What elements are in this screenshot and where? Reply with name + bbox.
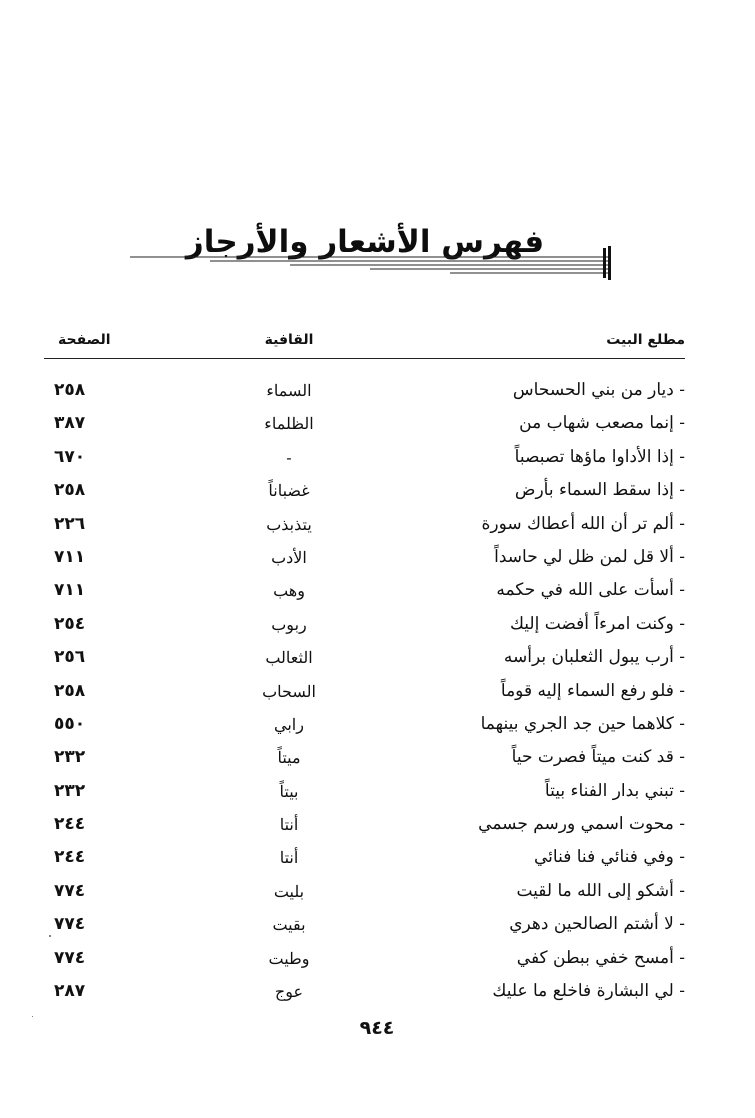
table-row bbox=[44, 908, 685, 941]
row-page: ٧١١ bbox=[54, 546, 86, 567]
row-rhyme: أنتا bbox=[279, 815, 299, 835]
row-page: ٢٢٦ bbox=[54, 513, 86, 534]
row-page: ٢٣٢ bbox=[54, 780, 86, 801]
row-page: ٢٤٤ bbox=[54, 847, 86, 868]
row-rhyme: غضباناً bbox=[268, 481, 310, 501]
index-table bbox=[44, 374, 685, 1008]
column-header-rhyme: القافية bbox=[264, 332, 314, 348]
table-row bbox=[44, 508, 685, 541]
table-row bbox=[44, 808, 685, 841]
row-page: ٢٥٨ bbox=[54, 380, 86, 400]
row-page: ٦٧٠ bbox=[54, 446, 86, 467]
row-page: ٧١١ bbox=[54, 580, 86, 601]
row-page: ٢٥٨ bbox=[54, 680, 86, 701]
row-rhyme: أنتا bbox=[279, 848, 299, 868]
header-divider bbox=[44, 358, 685, 359]
row-rhyme: السحاب bbox=[262, 681, 316, 701]
row-verse: - أرب يبول الثعلبان برأسه bbox=[503, 647, 685, 668]
table-row bbox=[44, 775, 685, 808]
column-header-verse: مطلع البيت bbox=[606, 332, 685, 348]
row-verse: - أشكو إلى الله ما لقيت bbox=[516, 880, 685, 901]
row-rhyme: رابي bbox=[274, 714, 304, 734]
table-header bbox=[44, 326, 685, 356]
table-row bbox=[44, 574, 685, 607]
row-rhyme: الأدب bbox=[271, 547, 307, 567]
row-page: ٢٣٢ bbox=[54, 747, 86, 768]
row-page: ٧٧٤ bbox=[54, 914, 86, 935]
table-row bbox=[44, 875, 685, 908]
row-verse: - ديار من بني الحسحاس bbox=[512, 380, 685, 400]
row-page: ٢٥٨ bbox=[54, 480, 86, 501]
table-row bbox=[44, 975, 685, 1008]
row-verse: - لا أشتم الصالحين دهري bbox=[509, 914, 685, 935]
row-page: ٢٤٤ bbox=[54, 814, 86, 835]
row-verse: - إذا الأداوا ماؤها تصبصباً bbox=[514, 446, 685, 467]
column-header-page: الصفحة bbox=[58, 332, 111, 348]
table-row bbox=[44, 441, 685, 474]
row-verse: - فلو رفع السماء إليه قوماً bbox=[500, 680, 685, 701]
row-rhyme: الثعالب bbox=[265, 648, 313, 668]
row-page: ٢٨٧ bbox=[54, 981, 86, 1002]
row-rhyme: الظلماء bbox=[264, 414, 314, 434]
page-number: ٩٤٤ bbox=[359, 1017, 395, 1039]
row-page: ٥٥٠ bbox=[54, 713, 86, 734]
row-rhyme: بيتاً bbox=[279, 781, 299, 801]
table-row bbox=[44, 841, 685, 874]
table-row bbox=[44, 675, 685, 708]
scan-speck bbox=[32, 1016, 33, 1017]
row-rhyme: بقيت bbox=[272, 915, 306, 935]
table-row bbox=[44, 708, 685, 741]
row-page: ٧٧٤ bbox=[54, 880, 86, 901]
row-verse: - كلاهما حين جد الجري بينهما bbox=[480, 713, 685, 734]
row-page: ٢٥٦ bbox=[54, 647, 86, 668]
row-verse: - وكنت امرءاً أفضت إليك bbox=[509, 613, 685, 634]
page-title: فهرس الأشعار والأرجاز bbox=[185, 223, 545, 260]
row-verse: - ألا قل لمن ظل لي حاسداً bbox=[494, 546, 685, 567]
row-rhyme: وهب bbox=[273, 581, 305, 601]
row-verse: - قد كنت ميتاً فصرت حياً bbox=[511, 747, 685, 768]
row-rhyme: ربوب bbox=[271, 614, 307, 634]
table-row bbox=[44, 374, 685, 407]
row-rhyme: - bbox=[286, 447, 292, 467]
row-verse: - تبني بدار الفناء بيتاً bbox=[544, 780, 685, 801]
row-rhyme: يتذبذب bbox=[266, 514, 312, 534]
row-page: ٢٥٤ bbox=[54, 613, 86, 634]
row-verse: - وفي فنائي فنا فنائي bbox=[534, 847, 685, 868]
row-verse: - أسأت على الله في حكمه bbox=[496, 580, 685, 601]
title-ornament-rule bbox=[130, 244, 612, 282]
scan-speck bbox=[49, 935, 51, 937]
row-rhyme: وطيت bbox=[268, 948, 310, 968]
row-page: ٧٧٤ bbox=[54, 947, 86, 968]
table-row bbox=[44, 474, 685, 507]
row-verse: - لي البشارة فاخلع ما عليك bbox=[492, 981, 685, 1002]
row-verse: - إنما مصعب شهاب من bbox=[519, 413, 685, 434]
table-row bbox=[44, 942, 685, 975]
table-row bbox=[44, 541, 685, 574]
table-row bbox=[44, 608, 685, 641]
table-row bbox=[44, 407, 685, 440]
row-rhyme: السماء bbox=[266, 381, 312, 400]
row-page: ٣٨٧ bbox=[54, 413, 86, 434]
row-verse: - محوت اسمي ورسم جسمي bbox=[478, 814, 685, 835]
row-verse: - أمسح خفي ببطن كفي bbox=[516, 947, 685, 968]
row-verse: - ألم تر أن الله أعطاك سورة bbox=[481, 513, 685, 534]
row-verse: - إذا سقط السماء بأرض bbox=[514, 480, 685, 501]
table-row bbox=[44, 641, 685, 674]
row-rhyme: بليت bbox=[273, 881, 305, 901]
table-row bbox=[44, 741, 685, 774]
row-rhyme: عوج bbox=[274, 982, 304, 1002]
row-rhyme: ميتاً bbox=[277, 748, 301, 768]
